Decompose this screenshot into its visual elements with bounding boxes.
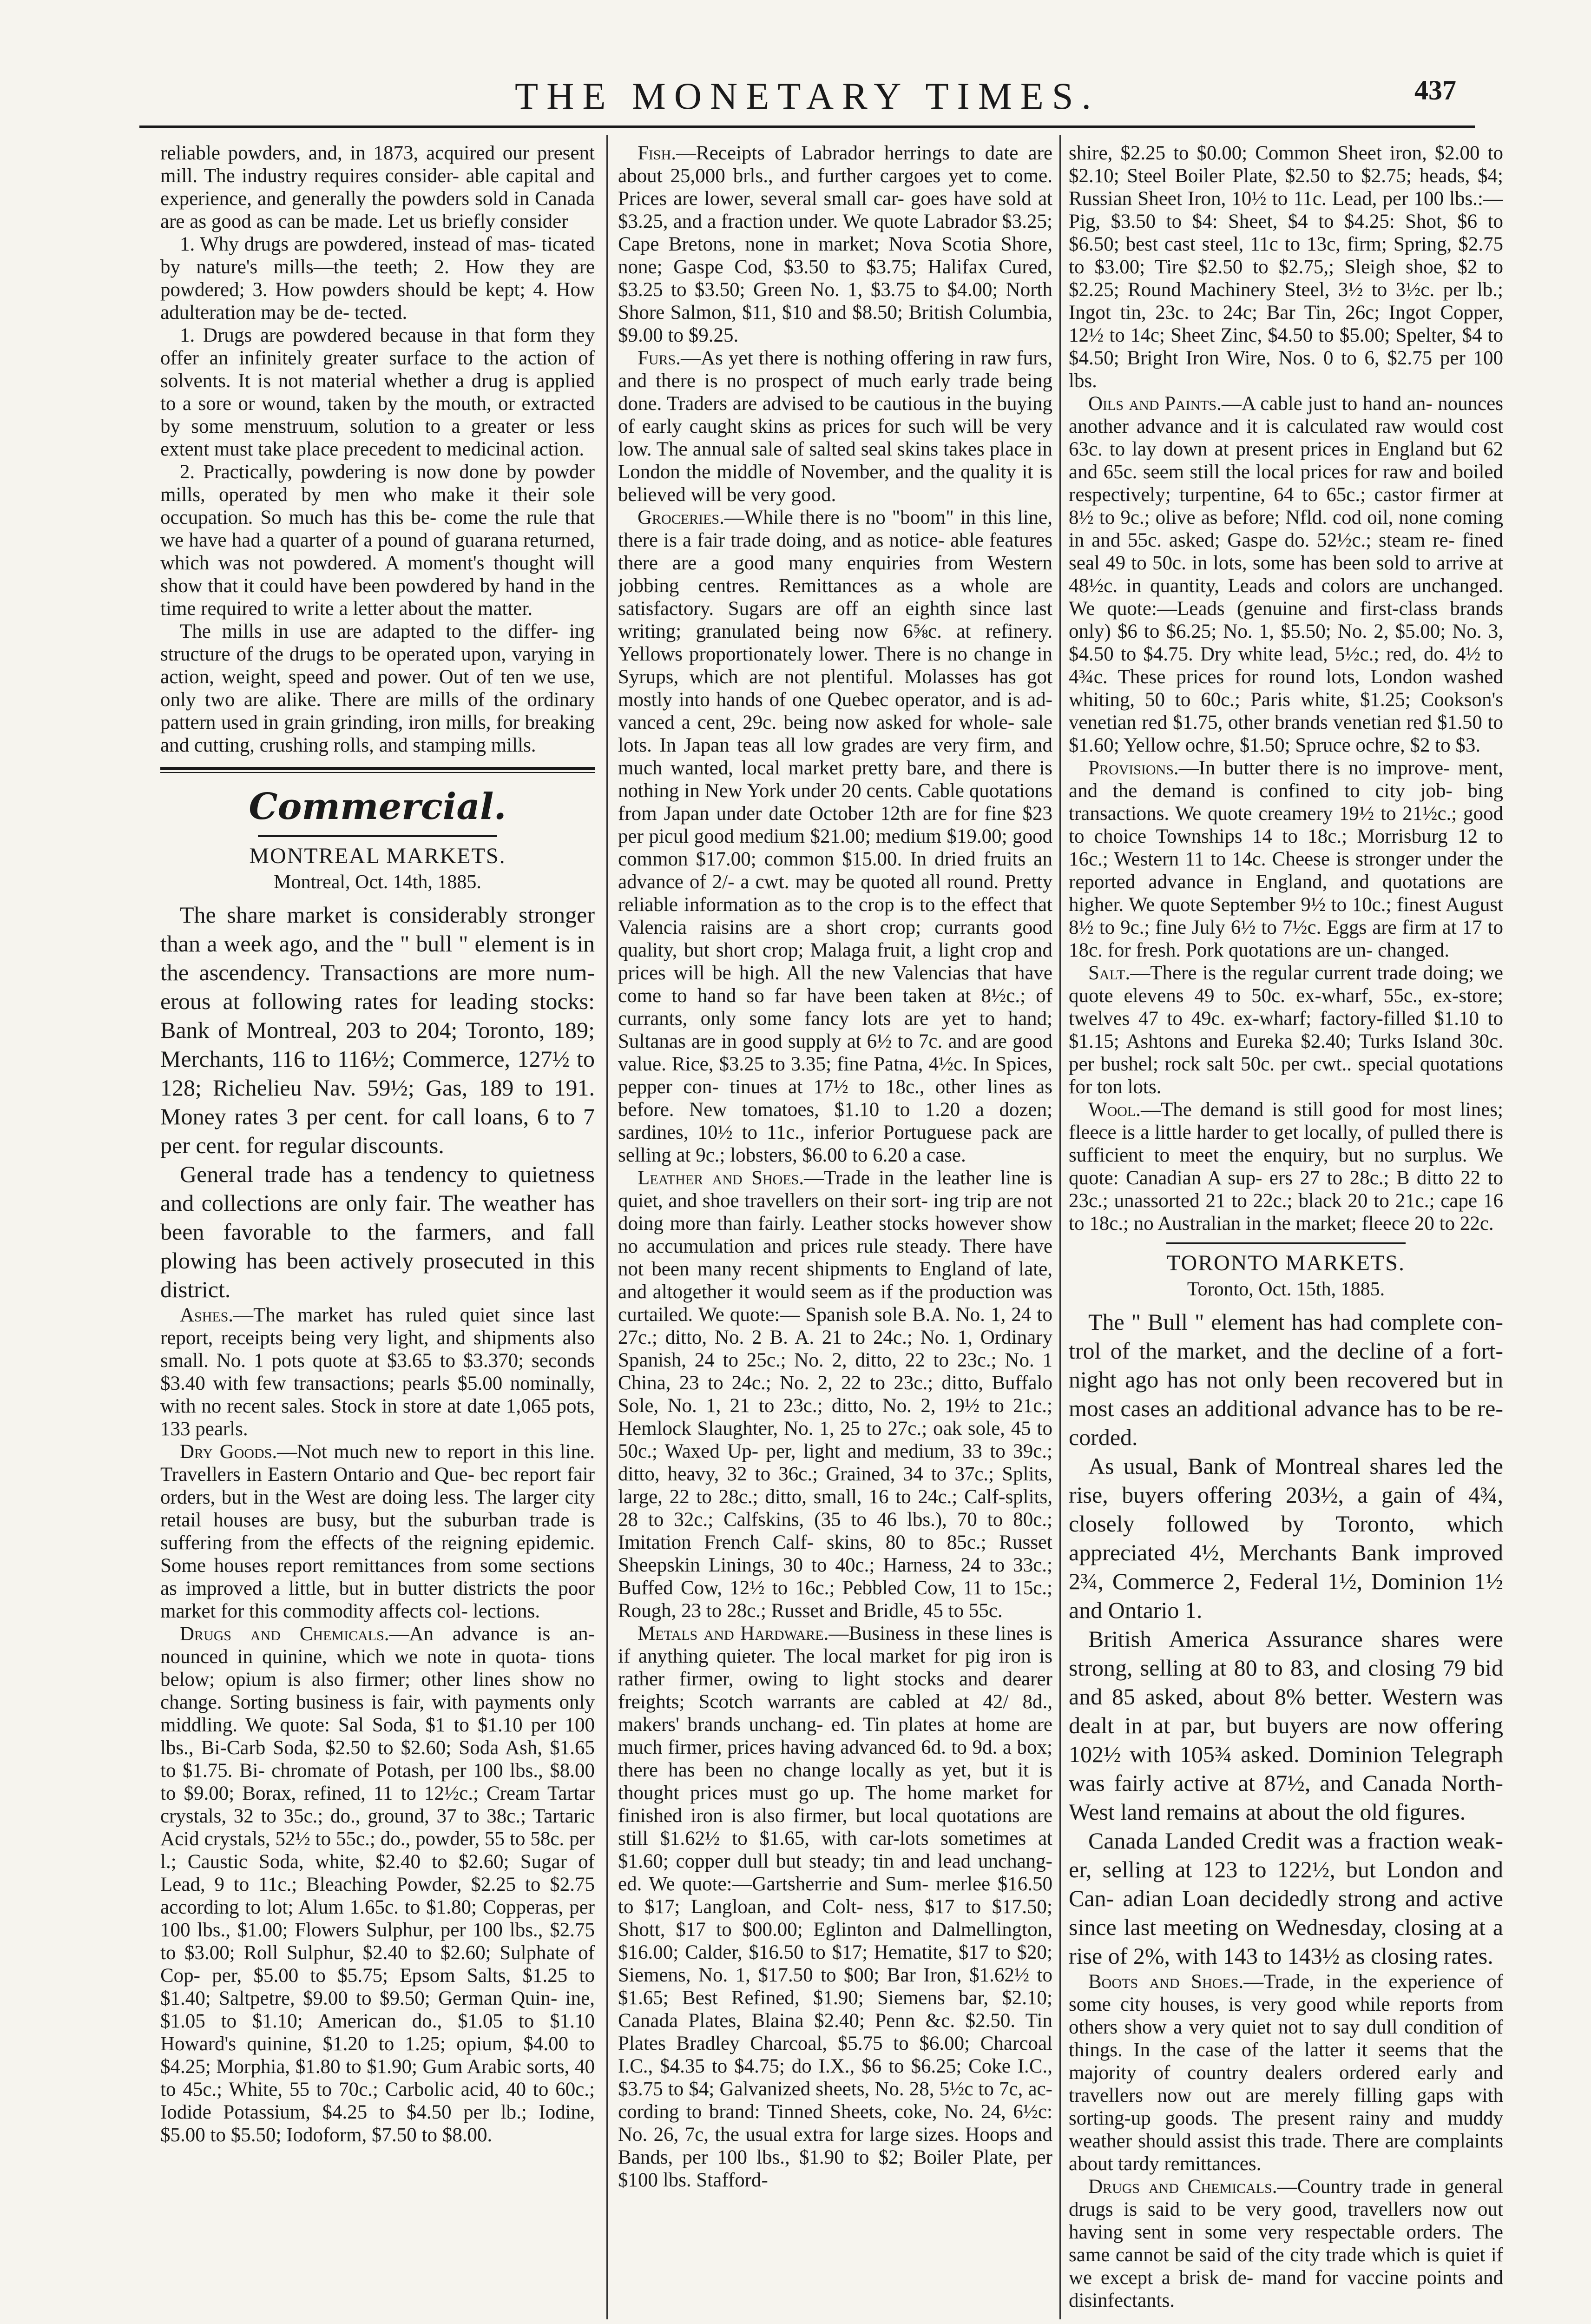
column-rule	[606, 135, 608, 2319]
article-title: MONTREAL MARKETS.	[249, 844, 506, 868]
item-text: —There is the regular current trade doing; we quote elevens 49 to 50c. ex-wharf, 55c., ex-store; twelves 47 to 49c. ex-wharf; factory-filled $1.10 to $1.15; Ashtons and Eureka $2.40; Turks Island 30c. per bushel; rock salt 50c. per cwt.. special quotations for ton lots.	[1069, 962, 1503, 1098]
item-text: —Not much new to report in this line. Travellers in Eastern Ontario and Que- bec report fair orders, but in the West are doing less. The larger city retail houses are busy, but the suburban trade is suffering from the effects of the reigning epidemic. Some houses report remittances from some sections as improved a little, but in butter districts the poor market for this commodity affects col- lections.	[160, 1441, 595, 1622]
market-item	[1069, 1098, 1503, 1235]
paragraph: The share market is considerably stronger than a week ago, and the " bull " element is in the ascendency. Transactions are more num- erous at following rates for leading stocks: Bank of Montreal, 203 to 204; Toronto, 189; Merchants, 116 to 116½; Commerce, 127½ to 128; Richelieu Nav. 59½; Gas, 189 to 191. Money rates 3 per cent. for call loans, 6 to 7 per cent. for regular discounts.	[160, 902, 595, 1158]
item-heading: Metals and Hardware.	[638, 1623, 829, 1644]
item-heading: Fish.	[638, 142, 677, 164]
masthead: THE MONETARY TIMES.	[515, 75, 1099, 117]
item-heading: Wool.	[1088, 1099, 1141, 1121]
header-rule	[139, 125, 1475, 128]
item-heading: Drugs and Chemicals.	[180, 1623, 389, 1645]
market-item	[618, 142, 1052, 347]
paragraph: British America Assurance shares were strong, selling at 80 to 83, and closing 79 bid and 85 asked, about 8% better. Western was dealt in at par, but buyers are now offering 102½ with 105¾ asked. Dominion Telegraph was fairly active at 87½, and Canada North- West land remains at about the old figures.	[1069, 1626, 1503, 1825]
market-item	[1069, 2175, 1503, 2312]
item-text: —Receipts of Labrador herrings to date are about 25,000 brls., and further cargoes yet to come. Prices are lower, several small car- goes have sold at $3.25, and a fraction under. We quote Labrador $3.25; Cape Bretons, none in market; Nova Scotia Shore, none; Gaspe Cod, $3.50 to $3.75; Halifax Cured, $3.25 to $3.50; Green No. 1, $3.75 to $4.00; North Shore Salmon, $11, $10 and $8.50; British Columbia, $9.00 to $9.25.	[618, 142, 1052, 346]
paragraph: reliable powders, and, in 1873, acquired our present mill. The industry requires consider- able capital and experience, and generally the powders sold in Canada are as good as can be made. Let us briefly consider	[160, 142, 595, 232]
article-title: TORONTO MARKETS.	[1167, 1251, 1405, 1275]
paragraph: 1. Drugs are powdered because in that form they offer an infinitely greater surface to the action of solvents. It is not material whether a drug is applied to a sore or wound, taken by the mouth, or extracted by some menstruum, solution to a greater or less extent must take place precedent to medicinal action.	[160, 324, 595, 460]
item-heading: Drugs and Chemicals.	[1088, 2176, 1277, 2198]
market-item	[160, 1304, 595, 1440]
item-heading: Ashes.	[180, 1304, 234, 1326]
item-text: —In butter there is no improve- ment, and the demand is confined to city job- bing transactions. We quote creamery 19½ to 21½c.; good to choice Townships 14 to 18c.; Morrisburg 12 to 16c.; Western 11 to 14c. Cheese is stronger under the reported advance in England, and quotations are higher. We quote September 9½ to 10c.; finest August 8½ to 9c.; fine July 6½ to 7½c. Eggs are firm at 17 to 18c. for fresh. Pork quotations are un- changed.	[1069, 757, 1503, 961]
item-heading: Groceries.	[638, 507, 724, 528]
market-item	[1069, 962, 1503, 1098]
dateline: Toronto, Oct. 15th, 1885.	[1187, 1279, 1385, 1300]
page-header	[139, 74, 1475, 121]
paragraph: 1. Why drugs are powdered, instead of mas- ticated by nature's mills—the teeth; 2. How they are powdered; 3. How powders should be kept; 4. How adulteration may be de- tected.	[160, 233, 595, 324]
item-text: —The demand is still good for most lines; fleece is a little harder to get locally, of pulled there is sufficient to meet the enquiry, but no surplus. We quote: Canadian A sup- ers 27 to 28c.; B ditto 22 to 23c.; unassorted 21 to 22c.; black 20 to 21c.; cape 16 to 18c.; no Australian in the market; fleece 20 to 22c.	[1069, 1099, 1503, 1235]
market-item	[1069, 392, 1503, 757]
column-1	[160, 142, 595, 2324]
market-item	[160, 1440, 595, 1623]
page-number: 437	[1414, 75, 1456, 106]
section-heading: Commercial.	[249, 786, 506, 828]
column-rule	[1059, 135, 1061, 2319]
divider	[1166, 1242, 1405, 1244]
item-text: —Trade in the leather line is quiet, and shoe travellers on their sort- ing trip are not doing more than fairly. Leather stocks however show no accumulation and prices rule steady. There have not been many recent shipments to England of late, and altogether it would seem as if the production was curtailed. We quote:— Spanish sole B.A. No. 1, 24 to 27c.; ditto, No. 2 B. A. 21 to 24c.; No. 1, Ordinary Spanish, 24 to 25c.; No. 2, ditto, 22 to 23c.; No. 1 China, 23 to 24c.; No. 2, 22 to 23c.; ditto, Buffalo Sole, No. 1, 21 to 23c.; ditto, No. 2, 19½ to 21c.; Hemlock Slaughter, No. 1, 25 to 27c.; oak sole, 45 to 50c.; Waxed Up- per, light and medium, 33 to 39c.; ditto, heavy, 32 to 36c.; Grained, 34 to 37c.; Splits, large, 22 to 28c.; ditto, small, 16 to 24c.; Calf-splits, 28 to 32c.; Calfskins, (35 to 46 lbs.), 70 to 80c.; Imitation French Calf- skins, 80 to 85c.; Russet Sheepskin Linings, 30 to 40c.; Harness, 24 to 33c.; Buffed Cow, 12½ to 16c.; Pebbled Cow, 11 to 15c.; Rough, 23 to 28c.; Russet and Bridle, 45 to 55c.	[618, 1167, 1052, 1622]
market-item	[618, 1622, 1052, 2192]
item-text: —Trade, in the experience of some city houses, is very good while reports from others show a very quiet not to say dull condition of things. In the case of the latter it seems that the majority of country dealers ordered early and travellers now out are merely filling gaps with sorting-up goods. The present rainy and muddy weather should assist this trade. There are complaints about tardy remittances.	[1069, 1971, 1503, 2175]
paragraph: The mills in use are adapted to the differ- ing structure of the drugs to be operated upon, varying in action, weight, speed and power. Out of ten we use, only two are alike. There are mills of the ordinary pattern used in grain grinding, iron mills, for breaking and cutting, crushing rolls, and stamping mills.	[160, 621, 595, 756]
item-heading: Oils and Paints.	[1088, 393, 1222, 415]
market-item	[1069, 757, 1503, 962]
item-text: —Business in these lines is if anything quieter. The local market for pig iron is rather firmer, owing to light stocks and dearer freights; Scotch warrants are cabled at 42/ 8d., makers' brands unchang- ed. Tin plates at home are much firmer, prices having advanced 6d. to 9d. a box; there has been no change locally as yet, but it is thought prices must go up. The home market for finished iron is also firmer, but local quotations are still $1.62½ to $1.65, with car-lots sometimes at $1.60; copper dull but steady; tin and lead unchang- ed. We quote:—Gartsherrie and Sum- merlee $16.50 to $17; Langloan, and Colt- ness, $17 to $17.50; Shott, $17 to $00.00; Eglinton and Dalmellington, $16.00; Calder, $16.50 to $17; Hematite, $17 to $20; Siemens, No. 1, $17.50 to $00; Bar Iron, $1.62½ to $1.65; Best Refined, $1.90; Siemens bar, $2.10; Canada Plates, Blaina $2.40; Penn &c. $2.50. Tin Plates Bradley Charcoal, $5.75 to $6.00; Charcoal I.C., $4.35 to $4.75; do I.X., $6 to $6.25; Coke I.C., $3.75 to $4; Galvanized sheets, No. 28, 5½c to 7c, ac- cording to brand: Tinned Sheets, coke, No. 24, 6½c: No. 26, 7c, the usual extra for large sizes. Hoops and Bands, per 100 lbs., $1.90 to $2; Boiler Plate, per $100 lbs. Stafford-	[618, 1623, 1052, 2191]
article-body	[1069, 1307, 1503, 1970]
item-heading: Furs.	[638, 347, 681, 369]
paragraph: General trade has a tendency to quietness and collections are only fair. The weather has been favorable to the farmers, and fall plowing has been actively prosecuted in this district.	[160, 1161, 595, 1302]
paragraph: Canada Landed Credit was a fraction weak- er, selling at 123 to 122½, but London and Can- adian Loan decidedly strong and active since last meeting on Wednesday, closing at a rise of 2%, with 143 to 143½ as closing rates.	[1069, 1828, 1503, 1969]
item-text: —While there is no "boom" in this line, there is a fair trade doing, and as notice- able features there are a good many enquiries from Western jobbing centres. Remittances as a whole are satisfactory. Sugars are off an eighth since last writing; granulated being now 6⅝c. at refinery. Yellows proportionately lower. There is no change in Syrups, which are not plentiful. Molasses has got mostly into hands of one Quebec operator, and is ad- vanced a cent, 29c. being now asked for whole- sale lots. In Japan teas all low grades are very firm, and much wanted, local market pretty bare, and there is nothing in New York under 20 cents. Cable quotations from Japan under date October 12th are for fine $23 per picul good medium $21.00; medium $19.00; good common $17.00; common $15.00. In dried fruits an advance of 2/- a cwt. may be quoted all round. Pretty reliable information as to the crop is to the effect that Valencia raisins are a short crop; currants good quality, but short crop; Malaga fruit, a light crop and prices will be high. All the new Valencias that have come to hand so far have been taken at 8½c.; of currants, only some fancy lots are yet to hand; Sultanas are in good supply at 6½ to 7c. and are good value. Rice, $3.25 to 3.35; fine Patna, 4½c. In Spices, pepper con- tinues at 17½ to 18c., other lines as before. New tomatoes, $1.10 to 1.20 a dozen; sardines, 10½ to 11c., inferior Portuguese pack are selling at 9c.; lobsters, $6.00 to 6.20 a case.	[618, 507, 1052, 1166]
article-body	[160, 900, 595, 1304]
market-item	[618, 506, 1052, 1167]
market-item	[160, 1623, 595, 2146]
dateline: Montreal, Oct. 14th, 1885.	[274, 872, 481, 893]
market-item	[618, 347, 1052, 506]
item-text: —An advance is an- nounced in quinine, which we note in quota- tions below; opium is also firmer; other lines show no change. Sorting business is fair, with payments only middling. We quote: Sal Soda, $1 to $1.10 per 100 lbs., Bi-Carb Soda, $2.50 to $2.60; Soda Ash, $1.65 to $1.75. Bi- chromate of Potash, per 100 lbs., $8.00 to $9.00; Borax, refined, 11 to 12½c.; Cream Tartar crystals, 32 to 35c.; do., ground, 37 to 38c.; Tartaric Acid crystals, 52½ to 55c.; do., powder, 55 to 58c. per l.; Caustic Soda, white, $2.40 to $2.60; Sugar of Lead, 9 to 11c.; Bleaching Powder, $2.25 to $2.75 according to lot; Alum 1.65c. to $1.80; Copperas, per 100 lbs., $1.00; Flowers Sulphur, per 100 lbs., $2.75 to $3.00; Roll Sulphur, $2.40 to $2.60; Sulphate of Cop- per, $5.00 to $5.75; Epsom Salts, $1.25 to $1.40; Saltpetre, $9.00 to $9.50; German Quin- ine, $1.05 to $1.10; American do., $1.05 to $1.10 Howard's quinine, $1.20 to 1.25; opium, $4.00 to $4.25; Morphia, $1.80 to $1.90; Gum Arabic sorts, 40 to 45c.; White, 55 to 70c.; Carbolic acid, 40 to 60c.; Iodide Potassium, $4.25 to $4.50 per lb.; Iodine, $5.00 to $5.50; Iodoform, $7.50 to $8.00.	[160, 1623, 595, 2146]
item-text: —A cable just to hand an- nounces another advance and it is calculated raw would cost 63c. to lay down at present prices in England but 62 and 65c. seem still the local prices for raw and boiled respectively; turpentine, 64 to 65c.; castor firmer at 8½ to 9c.; olive as before; Nfld. cod oil, none coming in and 55c. asked; Gaspe do. 52½c.; steam re- fined seal 49 to 50c. in lots, some has been sold to arrive at 48½c. in quantity, Leads and colors are unchanged. We quote:—Leads (genuine and first-class brands only) $6 to $6.25; No. 1, $5.50; No. 2, $5.00; No. 3, $4.50 to $4.75. Dry white lead, 5½c.; red, do. 4½ to 4¾c. These prices for round lots, London washed whiting, 50 to 60c.; Paris white, $1.25; Cookson's venetian red $1.75, other brands venetian red $1.50 to $1.60; Yellow ochre, $1.50; Spruce ochre, $2 to $3.	[1069, 393, 1503, 756]
market-item	[1069, 1970, 1503, 2175]
column-2	[618, 142, 1052, 2324]
paragraph: shire, $2.25 to $0.00; Common Sheet iron, $2.00 to $2.10; Steel Boiler Plate, $2.50 to $2.75; heads, $4; Russian Sheet Iron, 10½ to 11c. Lead, per 100 lbs.:—Pig, $3.50 to $4: Sheet, $4 to $4.25: Shot, $6 to $6.50; best cast steel, 11c to 13c, firm; Spring, $2.75 to $3.00; Tire $2.50 to $2.75,; Sleigh shoe, $2 to $2.25; Round Machinery Steel, 3½ to 3½c. per lb.; Ingot tin, 23c. to 24c; Bar Tin, 26c; Ingot Copper, 12½ to 14c; Sheet Zinc, $4.50 to $5.00; Spelter, $4 to $4.50; Bright Iron Wire, Nos. 0 to 6, $2.75 per 100 lbs.	[1069, 142, 1503, 392]
item-heading: Provisions.	[1088, 757, 1179, 779]
paragraph: 2. Practically, powdering is now done by powder mills, operated by men who make it their sole occupation. So much has this be- come the rule that we have had a quarter of a pound of guarana returned, which was not powdered. A moment's thought will show that it could have been powdered by hand in the time required to write a letter about the matter.	[160, 461, 595, 620]
divider	[258, 835, 497, 837]
item-heading: Dry Goods.	[180, 1441, 277, 1463]
section-divider	[160, 767, 595, 773]
market-item	[618, 1167, 1052, 1622]
paragraph: The " Bull " element has had complete con- trol of the market, and the decline of a fort- night ago has not only been recovered but in most cases an additional advance has to be re- corded.	[1069, 1309, 1503, 1450]
item-text: —The market has ruled quiet since last report, receipts being very light, and shipments also small. No. 1 pots quote at $3.65 to $3.370; seconds $3.40 with few transactions; pearls $5.00 nominally, with no recent sales. Stock in store at date 1,065 pots, 133 pearls.	[160, 1304, 595, 1440]
paragraph: As usual, Bank of Montreal shares led the rise, buyers offering 203½, a gain of 4¾, closely followed by Toronto, which appreciated 4½, Merchants Bank improved 2¾, Commerce 2, Federal 1½, Dominion 1½ and Ontario 1.	[1069, 1453, 1503, 1623]
item-text: —As yet there is nothing offering in raw furs, and there is no prospect of much early trade being done. Traders are advised to be cautious in the buying of early caught skins as prices for such will be very low. The annual sale of salted seal skins takes place in London the middle of November, and the quality it is believed will be very good.	[618, 347, 1052, 506]
item-text: —Country trade in general drugs is said to be very good, travellers now out having sent in some very respectable orders. The same cannot be said of the city trade which is quiet if we except a brisk de- mand for vaccine points and disinfectants.	[1069, 2176, 1503, 2311]
column-3	[1069, 142, 1503, 2324]
item-heading: Boots and Shoes.	[1088, 1971, 1244, 1993]
item-heading: Leather and Shoes.	[638, 1167, 804, 1189]
item-heading: Salt.	[1088, 962, 1131, 984]
